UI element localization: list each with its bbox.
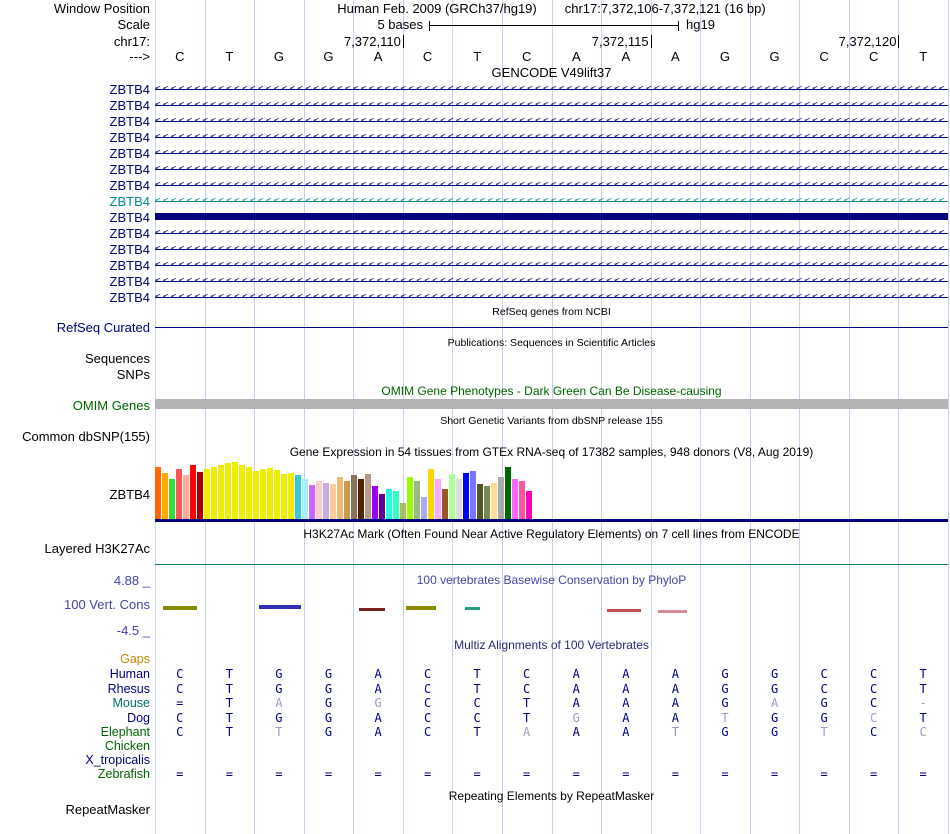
transcript-intron-line[interactable] xyxy=(155,195,948,207)
base-letter: T xyxy=(919,49,928,64)
alignment-base: T xyxy=(225,725,233,739)
base-letter: A xyxy=(671,49,680,64)
alignment-base: = xyxy=(324,767,333,781)
gtex-expression-bar[interactable] xyxy=(491,483,497,519)
species-label-zebrafish[interactable]: Zebrafish xyxy=(97,767,150,781)
alignment-base: A xyxy=(671,682,679,696)
transcript-intron-line[interactable] xyxy=(155,179,948,191)
transcript-label[interactable]: ZBTB4 xyxy=(109,146,150,161)
alignment-base: G xyxy=(275,711,283,725)
gtex-expression-bar[interactable] xyxy=(337,477,343,519)
alignment-base: T xyxy=(820,725,828,739)
alignment-base: A xyxy=(622,711,630,725)
base-letter: G xyxy=(769,49,780,64)
transcript-intron-line[interactable] xyxy=(155,131,948,143)
base-letter: T xyxy=(225,49,234,64)
gtex-expression-bar[interactable] xyxy=(204,469,210,519)
transcript-label[interactable]: ZBTB4 xyxy=(109,130,150,145)
alignment-base: T xyxy=(225,696,233,710)
gtex-expression-bar[interactable] xyxy=(183,475,189,519)
chrom-label: chr17: xyxy=(113,34,150,49)
base-letter: A xyxy=(571,49,581,64)
publications-track-title[interactable]: Publications: Sequences in Scientific Articles xyxy=(447,337,656,349)
gtex-expression-bar[interactable] xyxy=(498,477,504,519)
gtex-expression-bar[interactable] xyxy=(526,491,532,519)
alignment-base: = xyxy=(176,696,184,710)
phylop-max-label: 4.88 _ xyxy=(113,573,150,588)
alignment-base: A xyxy=(622,682,630,696)
gtex-expression-bar[interactable] xyxy=(477,484,483,519)
gtex-track-title[interactable]: Gene Expression in 54 tissues from GTEx RNA-seq of 17382 samples, 948 donors (V8, Aug 2019) xyxy=(289,445,814,459)
gtex-expression-bar[interactable] xyxy=(190,465,196,519)
refseq-track-title[interactable]: RefSeq genes from NCBI xyxy=(492,306,611,318)
ruler-tick-label: 7,372,115 xyxy=(591,34,649,49)
transcript-label[interactable]: ZBTB4 xyxy=(109,178,150,193)
alignment-base: A xyxy=(374,711,382,725)
gtex-expression-bar[interactable] xyxy=(372,486,378,519)
transcript-intron-line[interactable] xyxy=(155,243,948,255)
intron-arrows-left: <<<<<<<<<<<<<<<<<<<<<<<<<<<<<<<<<<<<<<<<<<<<<<<<<<<<<<<<<<<<<<<<<<<<<<<<<<<<<<<<<<<<<<<<<<<<<<<<<<<< xyxy=(155,116,947,126)
alignment-base: A xyxy=(374,667,382,681)
gtex-expression-bar[interactable] xyxy=(197,472,203,519)
phylop-wiggle-mark xyxy=(465,607,480,610)
gtex-expression-bar[interactable] xyxy=(379,494,385,519)
grid-line xyxy=(948,0,949,834)
alignment-base: C xyxy=(870,696,878,710)
gtex-expression-bar[interactable] xyxy=(281,474,287,519)
gtex-gene-label[interactable]: ZBTB4 xyxy=(109,487,150,502)
alignment-base: A xyxy=(572,696,580,710)
alignment-base: T xyxy=(919,667,927,681)
alignment-base: C xyxy=(176,711,184,725)
alignment-base: G xyxy=(770,725,779,739)
intron-arrows-left: <<<<<<<<<<<<<<<<<<<<<<<<<<<<<<<<<<<<<<<<<<<<<<<<<<<<<<<<<<<<<<<<<<<<<<<<<<<<<<<<<<<<<<<<<<<<<<<<<<<< xyxy=(155,260,947,270)
intron-arrows-left: <<<<<<<<<<<<<<<<<<<<<<<<<<<<<<<<<<<<<<<<<<<<<<<<<<<<<<<<<<<<<<<<<<<<<<<<<<<<<<<<<<<<<<<<<<<<<<<<<<<< xyxy=(155,132,947,142)
sequences-label[interactable]: Sequences xyxy=(84,351,150,366)
transcript-label[interactable]: ZBTB4 xyxy=(109,82,150,97)
gtex-expression-bar[interactable] xyxy=(246,467,252,519)
alignment-base: G xyxy=(275,667,283,681)
gtex-expression-bar[interactable] xyxy=(316,481,322,519)
alignment-base: T xyxy=(523,711,531,725)
gtex-expression-bar[interactable] xyxy=(253,471,259,519)
transcript-intron-line[interactable] xyxy=(155,259,948,271)
ruler-tick-label: 7,372,120 xyxy=(838,34,897,49)
alignment-base: G xyxy=(770,667,779,681)
alignment-base: = xyxy=(423,767,432,781)
alignment-base: = xyxy=(622,767,630,781)
gtex-expression-bar[interactable] xyxy=(309,485,315,519)
alignment-base: T xyxy=(473,682,481,696)
alignment-base: T xyxy=(671,725,679,739)
species-label-x_tropicalis[interactable]: X_tropicalis xyxy=(85,753,150,767)
gtex-expression-bar[interactable] xyxy=(330,484,336,519)
layered-h3k27ac-label[interactable]: Layered H3K27Ac xyxy=(44,541,150,556)
species-label-dog[interactable]: Dog xyxy=(127,711,150,725)
refseq-curated-label[interactable]: RefSeq Curated xyxy=(56,320,150,335)
header-line xyxy=(155,1,948,16)
alignment-base: T xyxy=(275,725,283,739)
alignment-base: = xyxy=(671,767,679,781)
alignment-base: A xyxy=(275,696,283,710)
transcript-intron-line[interactable] xyxy=(155,275,948,287)
alignment-base: C xyxy=(473,696,481,710)
alignment-base: C xyxy=(870,667,878,681)
gtex-expression-bar[interactable] xyxy=(344,481,350,519)
gtex-expression-bar[interactable] xyxy=(358,479,364,519)
gtex-expression-bar[interactable] xyxy=(267,468,273,519)
intron-arrows-left: <<<<<<<<<<<<<<<<<<<<<<<<<<<<<<<<<<<<<<<<<<<<<<<<<<<<<<<<<<<<<<<<<<<<<<<<<<<<<<<<<<<<<<<<<<<<<<<<<<<< xyxy=(155,84,947,94)
ruler-tick-mark xyxy=(898,35,899,48)
alignment-base: C xyxy=(870,725,878,739)
alignment-base: = xyxy=(919,767,927,781)
transcript-intron-line[interactable] xyxy=(155,83,948,95)
gtex-expression-bar[interactable] xyxy=(274,470,280,519)
alignment-base: G xyxy=(820,711,828,725)
gtex-expression-bar[interactable] xyxy=(400,503,406,519)
alignment-base: T xyxy=(523,696,531,710)
alignment-base: G xyxy=(572,711,580,725)
alignment-base: A xyxy=(572,725,580,739)
alignment-base: = xyxy=(473,767,481,781)
intron-arrows-left: <<<<<<<<<<<<<<<<<<<<<<<<<<<<<<<<<<<<<<<<<<<<<<<<<<<<<<<<<<<<<<<<<<<<<<<<<<<<<<<<<<<<<<<<<<<<<<<<<<<< xyxy=(155,244,947,254)
base-letter: A xyxy=(373,49,383,64)
alignment-base: G xyxy=(770,682,779,696)
alignment-base: G xyxy=(721,682,729,696)
alignment-base: T xyxy=(225,711,233,725)
transcript-label[interactable]: ZBTB4 xyxy=(109,226,150,241)
phylop-wiggle-mark xyxy=(607,609,641,612)
alignment-base: T xyxy=(721,711,729,725)
intron-arrows-left: <<<<<<<<<<<<<<<<<<<<<<<<<<<<<<<<<<<<<<<<<<<<<<<<<<<<<<<<<<<<<<<<<<<<<<<<<<<<<<<<<<<<<<<<<<<<<<<<<<<< xyxy=(155,196,947,206)
phylop-track-label[interactable]: 100 Vert. Cons xyxy=(64,597,150,612)
species-label-human[interactable]: Human xyxy=(109,667,150,681)
alignment-base: G xyxy=(324,667,333,681)
gtex-expression-bar[interactable] xyxy=(218,465,224,519)
ruler-tick-mark xyxy=(403,35,404,48)
transcript-label[interactable]: ZBTB4 xyxy=(109,114,150,129)
gtex-expression-bar[interactable] xyxy=(449,474,455,519)
intron-arrows-left: <<<<<<<<<<<<<<<<<<<<<<<<<<<<<<<<<<<<<<<<<<<<<<<<<<<<<<<<<<<<<<<<<<<<<<<<<<<<<<<<<<<<<<<<<<<<<<<<<<<< xyxy=(155,228,947,238)
omim-gene-bar[interactable] xyxy=(155,399,948,409)
h3k27ac-track-title[interactable]: H3K27Ac Mark (Often Found Near Active Regulatory Elements) on 7 cell lines from ENCODE xyxy=(303,527,800,541)
alignment-base: = xyxy=(820,767,828,781)
alignment-base: T xyxy=(225,682,233,696)
gtex-baseline xyxy=(155,519,948,522)
intron-arrows-left: <<<<<<<<<<<<<<<<<<<<<<<<<<<<<<<<<<<<<<<<<<<<<<<<<<<<<<<<<<<<<<<<<<<<<<<<<<<<<<<<<<<<<<<<<<<<<<<<<<<< xyxy=(155,180,947,190)
transcript-intron-line[interactable] xyxy=(155,291,948,303)
alignment-base: = xyxy=(770,767,779,781)
species-label-chicken[interactable]: Chicken xyxy=(104,739,150,753)
alignment-base: A xyxy=(622,667,630,681)
assembly-title: Human Feb. 2009 (GRCh37/hg19) xyxy=(337,1,537,16)
alignment-base: C xyxy=(423,725,432,739)
gtex-expression-bar[interactable] xyxy=(365,474,371,519)
scale-bar xyxy=(429,21,679,31)
base-letter: C xyxy=(521,49,532,64)
intron-arrows-left: <<<<<<<<<<<<<<<<<<<<<<<<<<<<<<<<<<<<<<<<<<<<<<<<<<<<<<<<<<<<<<<<<<<<<<<<<<<<<<<<<<<<<<<<<<<<<<<<<<<< xyxy=(155,164,947,174)
base-letter: C xyxy=(422,49,433,64)
alignment-base: = xyxy=(523,767,531,781)
phylop-wiggle-mark xyxy=(259,605,301,609)
species-label-mouse[interactable]: Mouse xyxy=(112,696,150,710)
base-letter: C xyxy=(175,49,185,64)
alignment-base: A xyxy=(374,725,382,739)
phylop-min-label: -4.5 _ xyxy=(116,623,150,638)
alignment-base: C xyxy=(423,667,432,681)
alignment-base: A xyxy=(622,725,630,739)
assembly-name: hg19 xyxy=(686,17,715,32)
gtex-expression-bar[interactable] xyxy=(435,479,441,519)
phylop-wiggle-mark xyxy=(359,608,385,611)
alignment-base: A xyxy=(622,696,630,710)
alignment-base: T xyxy=(473,667,481,681)
alignment-base: T xyxy=(919,711,927,725)
alignment-base: A xyxy=(671,667,679,681)
alignment-base: C xyxy=(919,725,927,739)
alignment-base: G xyxy=(770,711,779,725)
gtex-expression-bar[interactable] xyxy=(225,463,231,519)
alignment-base: A xyxy=(770,696,779,710)
omim-genes-label[interactable]: OMIM Genes xyxy=(72,398,150,413)
position-readout: chr17:7,372,106-7,372,121 (16 bp) xyxy=(564,1,766,16)
ruler-tick-mark xyxy=(651,35,652,48)
refseq-curated-line[interactable] xyxy=(155,327,948,328)
species-label-elephant[interactable]: Elephant xyxy=(100,725,150,739)
alignment-base: = xyxy=(721,767,729,781)
transcript-intron-line[interactable] xyxy=(155,163,948,175)
gtex-expression-bar[interactable] xyxy=(302,479,308,519)
base-letter: T xyxy=(473,49,482,64)
gtex-expression-bar[interactable] xyxy=(442,489,448,519)
base-letter: G xyxy=(719,49,731,64)
ruler-tick-label: 7,372,110 xyxy=(343,34,401,49)
scale-label: Scale xyxy=(117,17,150,32)
gtex-expression-bar[interactable] xyxy=(505,467,511,519)
transcript-label[interactable]: ZBTB4 xyxy=(109,290,150,305)
gtex-expression-bar[interactable] xyxy=(239,465,245,519)
transcript-intron-line[interactable] xyxy=(155,99,948,111)
transcript-intron-line[interactable] xyxy=(155,147,948,159)
alignment-base: G xyxy=(721,667,729,681)
alignment-base: C xyxy=(523,667,531,681)
common-dbsnp-label[interactable]: Common dbSNP(155) xyxy=(22,429,150,444)
alignment-base: C xyxy=(176,682,184,696)
alignment-base: G xyxy=(324,711,333,725)
base-letter: C xyxy=(868,49,879,64)
alignment-base: A xyxy=(572,667,580,681)
base-letter: G xyxy=(323,49,334,64)
alignment-base: G xyxy=(324,725,333,739)
alignment-base: C xyxy=(820,667,828,681)
phylop-wiggle-mark xyxy=(406,606,436,610)
omim-track-title[interactable]: OMIM Gene Phenotypes - Dark Green Can Be Disease-causing xyxy=(381,384,722,398)
intron-arrows-left: <<<<<<<<<<<<<<<<<<<<<<<<<<<<<<<<<<<<<<<<<<<<<<<<<<<<<<<<<<<<<<<<<<<<<<<<<<<<<<<<<<<<<<<<<<<<<<<<<<<< xyxy=(155,292,947,302)
alignment-base: C xyxy=(176,667,184,681)
alignment-base: G xyxy=(324,696,333,710)
alignment-base: C xyxy=(176,725,184,739)
species-label-rhesus[interactable]: Rhesus xyxy=(107,682,150,696)
h3k27ac-baseline xyxy=(155,564,948,565)
gtex-expression-bar[interactable] xyxy=(386,489,392,519)
intron-arrows-left: <<<<<<<<<<<<<<<<<<<<<<<<<<<<<<<<<<<<<<<<<<<<<<<<<<<<<<<<<<<<<<<<<<<<<<<<<<<<<<<<<<<<<<<<<<<<<<<<<<<< xyxy=(155,100,947,110)
transcript-label[interactable]: ZBTB4 xyxy=(109,210,150,225)
gtex-expression-bar[interactable] xyxy=(288,473,294,519)
alignment-base: C xyxy=(423,711,432,725)
alignment-base: A xyxy=(374,682,382,696)
alignment-base: C xyxy=(473,711,481,725)
alignment-base: G xyxy=(820,696,828,710)
strand-direction-label[interactable]: ---> xyxy=(129,49,150,64)
transcript-label[interactable]: ZBTB4 xyxy=(109,194,150,209)
gtex-expression-bar[interactable] xyxy=(414,481,420,519)
alignment-base: C xyxy=(523,682,531,696)
gtex-expression-bar[interactable] xyxy=(260,469,266,519)
alignment-base: G xyxy=(275,682,283,696)
alignment-base: T xyxy=(473,725,481,739)
gtex-expression-bar[interactable] xyxy=(484,486,490,519)
gtex-expression-bar[interactable] xyxy=(470,471,476,519)
gtex-expression-bar[interactable] xyxy=(519,481,525,519)
dbsnp-track-title[interactable]: Short Genetic Variants from dbSNP release 155 xyxy=(440,415,663,427)
gtex-expression-bar[interactable] xyxy=(512,479,518,519)
alignment-base: = xyxy=(870,767,878,781)
gtex-expression-bar[interactable] xyxy=(463,473,469,519)
alignment-base: - xyxy=(919,696,927,710)
intron-arrows-left: <<<<<<<<<<<<<<<<<<<<<<<<<<<<<<<<<<<<<<<<<<<<<<<<<<<<<<<<<<<<<<<<<<<<<<<<<<<<<<<<<<<<<<<<<<<<<<<<<<<< xyxy=(155,276,947,286)
species-label-gaps[interactable]: Gaps xyxy=(120,652,150,666)
alignment-base: C xyxy=(820,682,828,696)
phylop-wiggle-mark xyxy=(658,610,687,613)
gtex-expression-bar[interactable] xyxy=(155,467,161,519)
gtex-expression-bar[interactable] xyxy=(176,469,182,519)
gtex-expression-bar[interactable] xyxy=(421,497,427,519)
transcript-exon-bar[interactable] xyxy=(155,213,948,220)
alignment-base: = xyxy=(176,767,184,781)
gtex-expression-bar[interactable] xyxy=(323,483,329,519)
alignment-base: = xyxy=(275,767,283,781)
base-letter: C xyxy=(819,49,829,64)
alignment-base: T xyxy=(225,667,233,681)
alignment-base: T xyxy=(919,682,927,696)
gtex-expression-bar[interactable] xyxy=(211,467,217,519)
transcript-intron-line[interactable] xyxy=(155,115,948,127)
transcript-label[interactable]: ZBTB4 xyxy=(109,162,150,177)
base-letter: G xyxy=(273,49,284,64)
gtex-expression-bar[interactable] xyxy=(295,475,301,519)
alignment-base: C xyxy=(423,696,432,710)
gtex-expression-bar[interactable] xyxy=(232,462,238,519)
window-position-label: Window Position xyxy=(53,1,150,16)
gtex-expression-bar[interactable] xyxy=(393,491,399,519)
alignment-base: = xyxy=(374,767,382,781)
alignment-base: G xyxy=(721,725,729,739)
transcript-label[interactable]: ZBTB4 xyxy=(109,274,150,289)
gtex-expression-bar[interactable] xyxy=(169,479,175,519)
phylop-wiggle-mark xyxy=(163,606,197,610)
alignment-base: C xyxy=(870,682,878,696)
gtex-expression-bar[interactable] xyxy=(456,479,462,519)
transcript-label[interactable]: ZBTB4 xyxy=(109,258,150,273)
transcript-intron-line[interactable] xyxy=(155,227,948,239)
scale-value: 5 bases xyxy=(377,17,423,32)
gtex-expression-bar[interactable] xyxy=(428,469,434,519)
alignment-base: A xyxy=(523,725,531,739)
gtex-expression-bar[interactable] xyxy=(162,473,168,519)
phylop-track-title[interactable]: 100 vertebrates Basewise Conservation by PhyloP xyxy=(416,573,687,587)
gencode-track-title[interactable]: GENCODE V49lift37 xyxy=(491,65,612,80)
transcript-label[interactable]: ZBTB4 xyxy=(109,98,150,113)
alignment-base: A xyxy=(671,711,679,725)
multiz-track-title[interactable]: Multiz Alignments of 100 Vertebrates xyxy=(454,638,649,652)
gtex-expression-bar[interactable] xyxy=(351,475,357,519)
alignment-base: C xyxy=(870,711,878,725)
snps-label[interactable]: SNPs xyxy=(116,367,150,382)
alignment-base: = xyxy=(572,767,580,781)
alignment-base: G xyxy=(324,682,333,696)
alignment-base: G xyxy=(374,696,382,710)
base-letter: A xyxy=(621,49,631,64)
alignment-base: C xyxy=(423,682,432,696)
alignment-base: G xyxy=(721,696,729,710)
intron-arrows-left: <<<<<<<<<<<<<<<<<<<<<<<<<<<<<<<<<<<<<<<<<<<<<<<<<<<<<<<<<<<<<<<<<<<<<<<<<<<<<<<<<<<<<<<<<<<<<<<<<<<< xyxy=(155,148,947,158)
repeatmasker-label[interactable]: RepeatMasker xyxy=(65,802,150,817)
alignment-base: = xyxy=(225,767,233,781)
alignment-base: A xyxy=(671,696,679,710)
gtex-expression-bar[interactable] xyxy=(407,477,413,519)
transcript-label[interactable]: ZBTB4 xyxy=(109,242,150,257)
alignment-base: A xyxy=(572,682,580,696)
repeatmasker-track-title[interactable]: Repeating Elements by RepeatMasker xyxy=(448,789,655,803)
